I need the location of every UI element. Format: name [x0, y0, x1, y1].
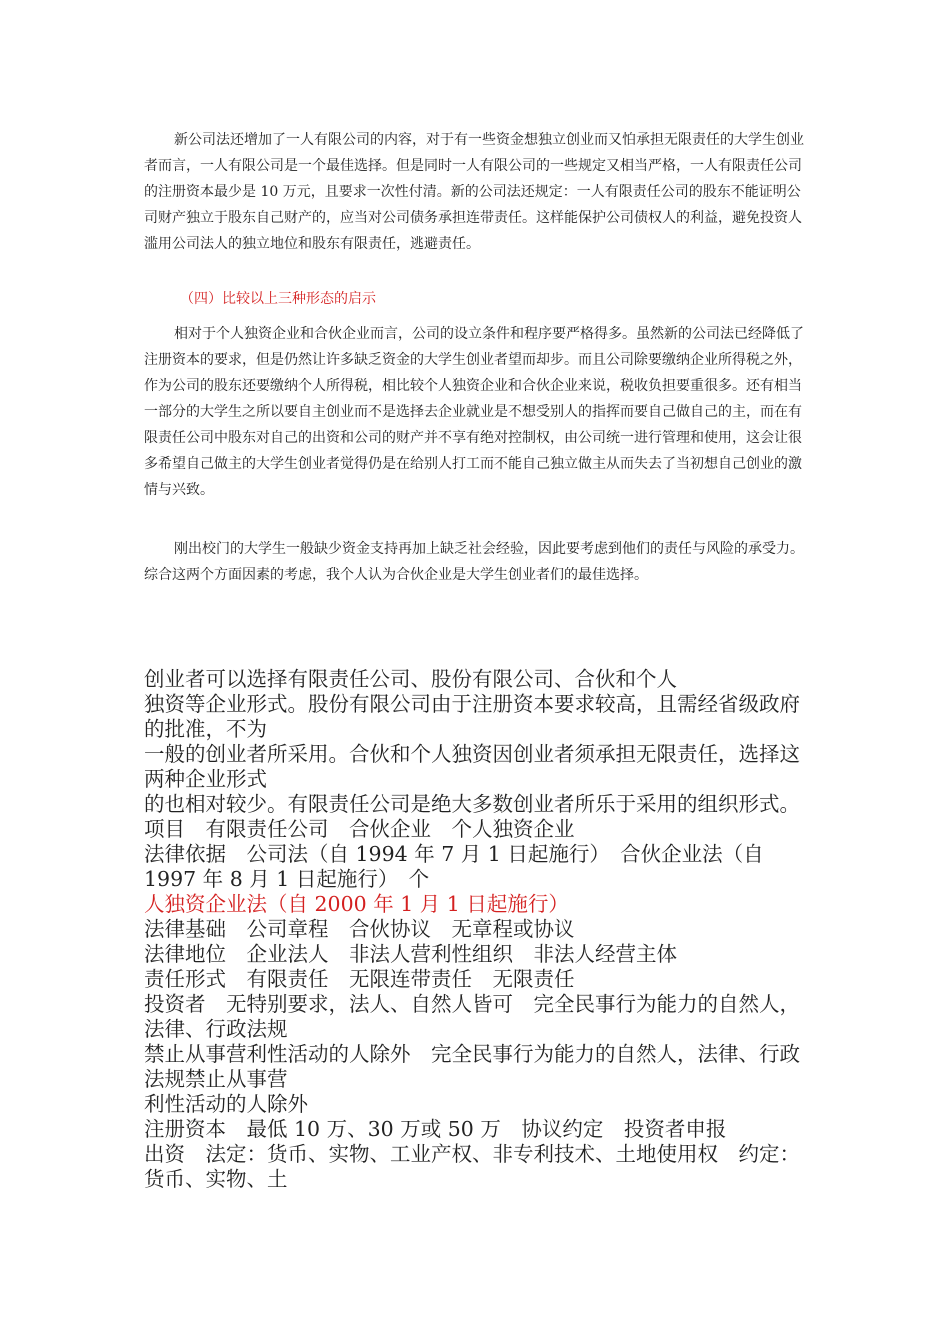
section-heading-4: （四）比较以上三种形态的启示 [180, 291, 376, 307]
paragraph-comparison: 相对于个人独资企业和合伙企业而言，公司的设立条件和程序要严格得多。虽然新的公司法已经降低了注册资本的要求，但是仍然让许多缺乏资金的大学生创业者望而却步。而且公司除要缴纳企业所得税之外，作为公司的股东还要缴纳个人所得税，相比较个人独资企业和合伙企业来说，税收负担要重很多。还有相当一部分的大学生之所以要自主创业而不是选择去企业就业是不想受别人的指挥而要自己做自己的主，而在有限责任公司中股东对自己的出资和公司的财产并不享有绝对控制权，由公司统一进行管理和使用，这会让很多希望自己做主的大学生创业者觉得仍是在给别人打工而不能自己独立做主从而失去了当初想自己创业的激情与兴致。 [144, 326, 804, 498]
paragraph-one-person-company: 新公司法还增加了一人有限公司的内容，对于有一些资金想独立创业而又怕承担无限责任的大学生创业者而言，一人有限公司是一个最佳选择。但是同时一人有限公司的一些规定又相当严格，一人有限责任公司的注册资本最少是 10 万元，且要求一次性付清。新的公司法还规定：一人有限责任公司的股东不能证明公司财产独立于股东自己财产的，应当对公司债务承担连带责任。这样能保护公司债权人的利益，避免投资人滥用公司法人的独立地位和股东有限责任，逃避责任。 [144, 132, 804, 252]
text-line: 注册资本 最低 10 万、30 万或 50 万 协议约定 投资者申报 [144, 1117, 727, 1141]
text-line: 一般的创业者所采用。合伙和个人独资因创业者须承担无限责任，选择这两种企业形式 [144, 742, 800, 791]
text-line: 的也相对较少。有限责任公司是绝大多数创业者所乐于采用的组织形式。 [144, 792, 800, 816]
text-line: 法律地位 企业法人 非法人营利性组织 非法人经营主体 [144, 942, 677, 966]
text-line: 责任形式 有限责任 无限连带责任 无限责任 [144, 967, 575, 991]
text-line: 利性活动的人除外 [144, 1092, 308, 1116]
text-line: 法律基础 公司章程 合伙协议 无章程或协议 [144, 917, 575, 941]
red-text-line: 人独资企业法（自 2000 年 1 月 1 日起施行） [144, 892, 569, 916]
text-line: 出资 法定：货币、实物、工业产权、非专利技术、土地使用权 约定：货币、实物、土 [144, 1142, 800, 1191]
text-line: 禁止从事营利性活动的人除外 完全民事行为能力的自然人，法律、行政法规禁止从事营 [144, 1042, 800, 1091]
table-header-line: 项目 有限责任公司 合伙企业 个人独资企业 [144, 817, 575, 841]
comparison-text-block [144, 667, 814, 1192]
text-line: 独资等企业形式。股份有限公司由于注册资本要求较高，且需经省级政府的批准，不为 [144, 692, 800, 741]
text-line: 创业者可以选择有限责任公司、股份有限公司、合伙和个人 [144, 667, 677, 691]
text-line: 法律依据 公司法（自 1994 年 7 月 1 日起施行） 合伙企业法（自 1997 年 8 月 1 日起施行） 个 [144, 842, 764, 891]
paragraph-conclusion: 刚出校门的大学生一般缺少资金支持再加上缺乏社会经验，因此要考虑到他们的责任与风险的承受力。综合这两个方面因素的考虑，我个人认为合伙企业是大学生创业者们的最佳选择。 [144, 541, 804, 583]
text-line: 投资者 无特别要求，法人、自然人皆可 完全民事行为能力的自然人，法律、行政法规 [144, 992, 800, 1041]
